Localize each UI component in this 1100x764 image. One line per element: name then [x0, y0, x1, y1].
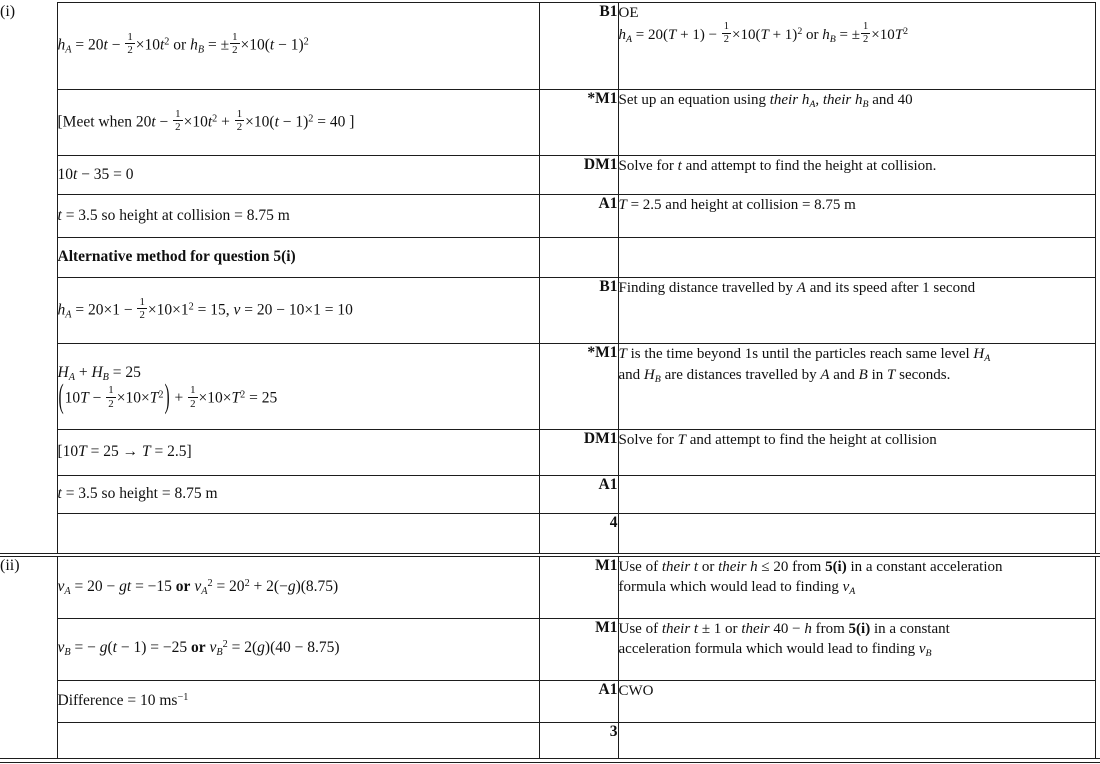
answer-cell: hA = 20×1 − $\frac{1}{2}$ $\times 10\times 1^2 = 15$, v = 20 − 10×1 = 10: [57, 278, 539, 344]
guidance-cell: T = 2.5 and height at collision = 8.75 m: [618, 195, 1095, 238]
fraction: $\frac{1}{2}$: [236, 107, 243, 133]
guidance-cell: Solve for T and attempt to find the height at collision: [618, 430, 1095, 476]
fraction: $\frac{1}{2}$: [175, 107, 181, 133]
mark-cell: 3: [539, 722, 618, 758]
table-row: [0, 430, 1095, 476]
mark-cell: B1: [539, 278, 618, 344]
table-row: [0, 476, 1095, 514]
part-ii-table: [0, 557, 1096, 758]
table-row: [0, 344, 1095, 430]
table-row: [0, 90, 1095, 156]
fraction: $\frac{1}{2}$: [723, 21, 730, 46]
answer-cell: HA + HB = 25 (10T − $\frac{1}{2}$ $\times 10\times T^2$) + $\frac{1}{2}$ $\times 10\times T^2 = 25$: [57, 344, 539, 430]
table-row: [0, 514, 1095, 553]
guidance-cell: Finding distance travelled by A and its speed after 1 second: [618, 278, 1095, 344]
table-row: [0, 195, 1095, 238]
answer-cell: [57, 722, 539, 758]
table-row: [0, 278, 1095, 344]
answer-cell: Alternative method for question 5(i): [57, 238, 539, 278]
fraction: $\frac{1}{2}$: [127, 31, 133, 57]
guidance-cell: OE hA = 20(T + 1) − $\frac{1}{2}$ $\times 10(T + 1)^2$ or hB = ± $\frac{1}{2}$ $\times 10T^2$: [618, 3, 1095, 90]
mark-cell: *M1: [539, 90, 618, 156]
answer-cell: [57, 514, 539, 553]
guidance-cell: Use of their t ± 1 or their 40 − h from 5(i) in a constant acceleration formula which would lead to finding vB: [618, 618, 1095, 680]
table-row: [0, 3, 1095, 90]
table-row: [0, 722, 1095, 758]
mark-cell: A1: [539, 476, 618, 514]
answer-cell: [Meet when 20t − $\frac{1}{2}$ $\times 10t^2$ + $\frac{1}{2}$ $\times 10(t - 1)^2 = 40$ ]: [57, 90, 539, 156]
fraction: $\frac{1}{2}$: [108, 384, 114, 410]
part-i-table: [0, 2, 1096, 553]
answer-cell: hA = 20t − $\frac{1}{2}$ $\times 10t^2$ or hB = ± $\frac{1}{2}$ $\times 10(t - 1)^2$: [57, 3, 539, 90]
fraction: $\frac{1}{2}$: [190, 384, 196, 410]
guidance-cell: T is the time beyond 1s until the particles reach same level HA and HB are distances travelled by A and B in T seconds.: [618, 344, 1095, 430]
answer-cell: vB = − g(t − 1) = −25 or $vB^2 = 2(g)(40 - 8.75)$: [57, 618, 539, 680]
mark-cell: A1: [539, 680, 618, 722]
answer-cell: [10T = 25 → T = 2.5]: [57, 430, 539, 476]
fraction: $\frac{1}{2}$: [863, 21, 869, 46]
answer-cell: t = 3.5 so height = 8.75 m: [57, 476, 539, 514]
fraction: $\frac{1}{2}$: [139, 295, 145, 321]
table-row: [0, 680, 1095, 722]
guidance-cell: Solve for t and attempt to find the height at collision.: [618, 156, 1095, 195]
fraction: $\frac{1}{2}$: [232, 31, 238, 57]
answer-cell: 10t − 35 = 0: [57, 156, 539, 195]
part-i-rows: [0, 3, 1095, 553]
part-label: (i): [0, 3, 57, 553]
guidance-cell: CWO: [618, 680, 1095, 722]
mark-cell: M1: [539, 618, 618, 680]
mark-cell: [539, 238, 618, 278]
guidance-cell: [618, 238, 1095, 278]
table-row: [0, 156, 1095, 195]
mark-cell: B1: [539, 3, 618, 90]
guidance-cell: Use of their t or their h ≤ 20 from 5(i) in a constant acceleration formula which would lead to finding vA: [618, 557, 1095, 618]
mark-cell: DM1: [539, 430, 618, 476]
guidance-cell: [618, 514, 1095, 553]
guidance-cell: Set up an equation using their hA, their hB and 40: [618, 90, 1095, 156]
part-label: (ii): [0, 557, 57, 758]
mark-cell: M1: [539, 557, 618, 618]
answer-cell: vA = 20 − gt = −15 or $vA^2 = 20^2 + 2(-g)(8.75)$: [57, 557, 539, 618]
guidance-cell: [618, 722, 1095, 758]
guidance-cell: [618, 476, 1095, 514]
table-row: [0, 238, 1095, 278]
table-row: [0, 557, 1095, 618]
part-ii-rows: [0, 557, 1095, 758]
answer-cell: Difference = 10 $ms^{-1}$: [57, 680, 539, 722]
mark-cell: *M1: [539, 344, 618, 430]
mark-cell: DM1: [539, 156, 618, 195]
mark-cell: 4: [539, 514, 618, 553]
answer-cell: t = 3.5 so height at collision = 8.75 m: [57, 195, 539, 238]
table-row: [0, 618, 1095, 680]
mark-cell: A1: [539, 195, 618, 238]
bottom-double-line: [0, 758, 1100, 763]
